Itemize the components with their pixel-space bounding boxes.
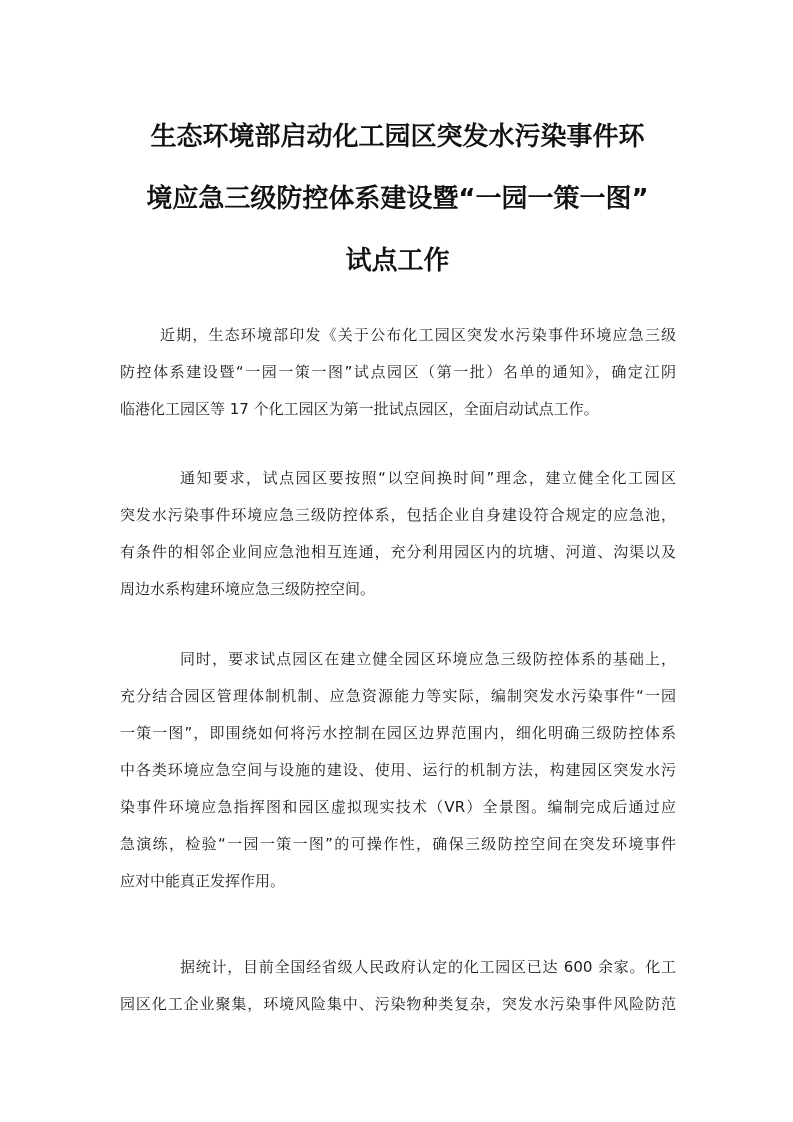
paragraph-line: 近期，生态环境部印发《关于公布化工园区突发水污染事件环境应急三级 [160, 326, 676, 344]
paragraph-line: 周边水系构建环境应急三级防控空间。 [120, 580, 376, 598]
title-line-3: 试点工作 [345, 246, 450, 276]
paragraph-line: 应对中能真正发挥作用。 [120, 872, 286, 890]
paragraph-2 [120, 460, 676, 608]
paragraph-1 [120, 317, 676, 428]
paragraph-line: 防控体系建设暨“一园一策一图”试点园区（第一批）名单的通知》，确定江阴 [120, 363, 676, 381]
title-line-1: 生态环境部启动化工园区突发水污染事件环 [150, 122, 645, 152]
paragraph-line: 突发水污染事件环境应急三级防控体系，包括企业自身建设符合规定的应急池， [120, 506, 676, 524]
title-line-2: 境应急三级防控体系建设暨“一园一策一图” [146, 184, 649, 214]
paragraph-4 [120, 949, 676, 1023]
paragraph-line: 有条件的相邻企业间应急池相互连通，充分利用园区内的坑塘、河道、沟渠以及 [120, 543, 676, 561]
paragraph-line: 充分结合园区管理体制机制、应急资源能力等实际，编制突发水污染事件“一园 [120, 687, 676, 705]
paragraph-3 [120, 641, 676, 900]
paragraph-line: 急演练，检验“一园一策一图”的可操作性，确保三级防控空间在突发环境事件 [120, 835, 676, 853]
paragraph-line: 染事件环境应急指挥图和园区虚拟现实技术（VR）全景图。编制完成后通过应 [120, 798, 676, 816]
paragraph-line: 据统计，目前全国经省级人民政府认定的化工园区已达 600 余家。化工 [180, 958, 676, 976]
page-title [120, 106, 675, 292]
paragraph-line: 临港化工园区等 17 个化工园区为第一批试点园区，全面启动试点工作。 [120, 400, 599, 418]
paragraph-line: 同时，要求试点园区在建立健全园区环境应急三级防控体系的基础上， [180, 650, 676, 668]
paragraph-line: 中各类环境应急空间与设施的建设、使用、运行的机制方法，构建园区突发水污 [120, 761, 676, 779]
paragraph-line: 一策一图”，即围绕如何将污水控制在园区边界范围内，细化明确三级防控体系 [120, 724, 676, 742]
paragraph-line: 园区化工企业聚集，环境风险集中、污染物种类复杂，突发水污染事件风险防范 [120, 995, 676, 1013]
paragraph-line: 通知要求，试点园区要按照“以空间换时间”理念，建立健全化工园区 [180, 469, 676, 487]
